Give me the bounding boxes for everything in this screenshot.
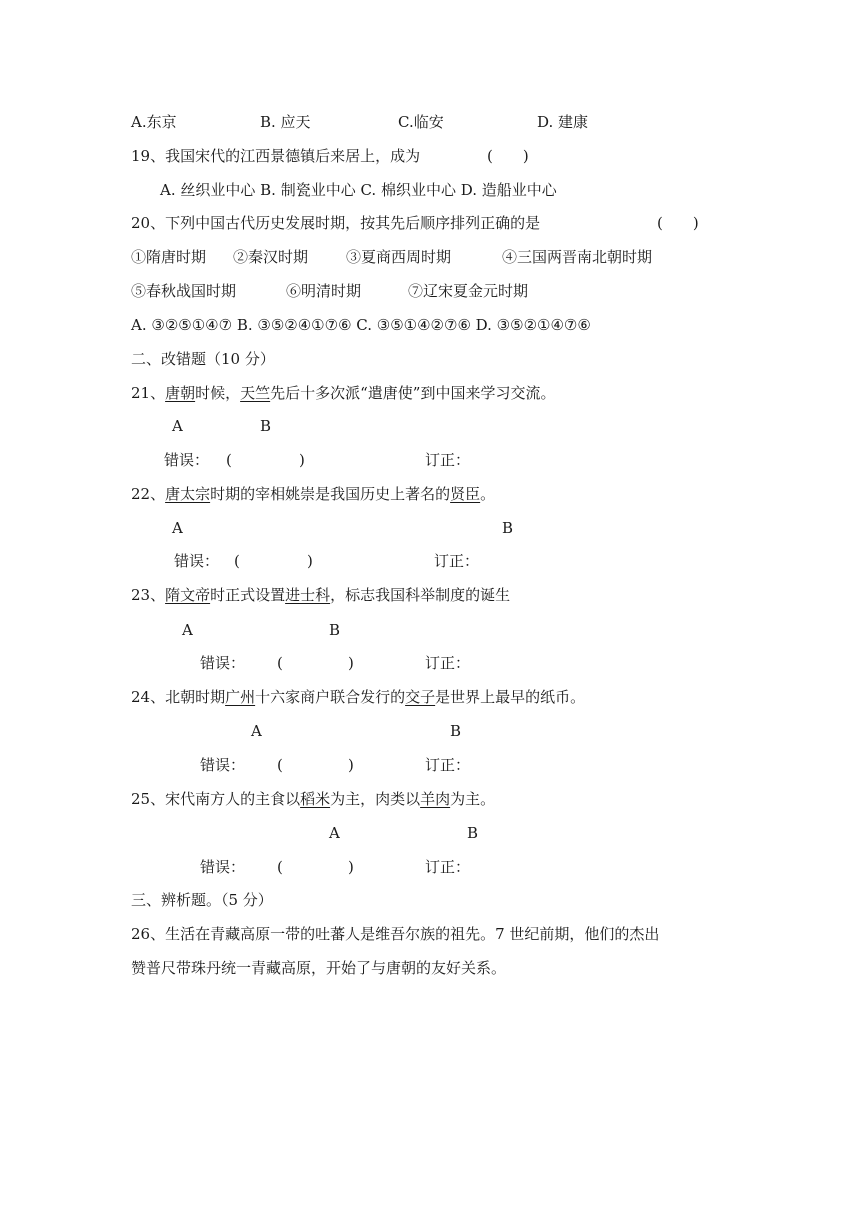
q21-underlined-a: 唐朝 [165, 384, 196, 402]
q22-underlined-a: 唐太宗 [165, 485, 211, 503]
q20-answer-blank: ( ) [657, 214, 699, 232]
fix-label: 订正： [425, 451, 471, 469]
q20-item: ④三国两晋南北朝时期 [502, 248, 653, 266]
q24-underlined-b: 交子 [405, 688, 436, 706]
q23-text: ，标志我国科举制度的诞生 [330, 586, 511, 604]
q21-text: 时候， [195, 384, 241, 402]
error-label: 错误： [200, 654, 246, 672]
q18-option-a: A.东京 [131, 113, 177, 131]
q24-text: 是世界上最早的纸币。 [435, 688, 586, 706]
q20-item: ①隋唐时期 [131, 248, 207, 266]
paren-close: ) [299, 451, 305, 469]
q22-underlined-b: 贤臣 [450, 485, 481, 503]
paren-close: ) [348, 858, 354, 876]
q19-stem: 19、我国宋代的江西景德镇后来居上，成为 [131, 147, 421, 165]
paren-open: ( [277, 858, 283, 876]
marker-b: B [260, 417, 272, 435]
marker-b: B [502, 519, 514, 537]
q21-line [131, 383, 555, 403]
q22-number: 22、 [131, 485, 166, 503]
paren-close: ) [348, 654, 354, 672]
error-label: 错误： [200, 756, 246, 774]
q24-underlined-a: 广州 [225, 688, 256, 706]
q21-number: 21、 [131, 384, 166, 402]
paren-open: ( [234, 552, 240, 570]
q23-underlined-a: 隋文帝 [165, 586, 211, 604]
marker-a: A [172, 519, 183, 537]
section-title: 二、改错题（10 分） [131, 350, 275, 368]
q19-options: A. 丝织业中心 B. 制瓷业中心 C. 棉织业中心 D. 造船业中心 [160, 181, 557, 199]
q24-text: 十六家商户联合发行的 [255, 688, 406, 706]
q18-option-c: C.临安 [398, 113, 444, 131]
fix-label: 订正： [425, 858, 471, 876]
q26-line-1: 26、生活在青藏高原一带的吐蕃人是维吾尔族的祖先。7 世纪前期，他们的杰出 [131, 925, 660, 943]
q21-underlined-b: 天竺 [240, 384, 271, 402]
q24-line [131, 687, 585, 707]
q20-item: ③夏商西周时期 [346, 248, 452, 266]
marker-a: A [182, 621, 193, 639]
marker-b: B [467, 824, 479, 842]
q22-text: 。 [480, 485, 496, 503]
q25-underlined-a: 稻米 [300, 790, 331, 808]
error-label: 错误： [174, 552, 220, 570]
q25-text: 为主，肉类以 [330, 790, 421, 808]
fix-label: 订正： [425, 654, 471, 672]
q24-number: 24、北朝时期 [131, 688, 226, 706]
q20-item: ⑦辽宋夏金元时期 [408, 282, 529, 300]
q22-line [131, 484, 495, 504]
q25-line [131, 789, 495, 809]
q25-text: 为主。 [450, 790, 496, 808]
q18-option-b: B. 应天 [260, 113, 311, 131]
error-label: 错误： [164, 451, 210, 469]
fix-label: 订正： [425, 756, 471, 774]
q20-item: ⑥明清时期 [286, 282, 362, 300]
q26-line-2: 赞普尺带珠丹统一青藏高原，开始了与唐朝的友好关系。 [131, 959, 507, 977]
q19-answer-blank: ( ) [487, 147, 529, 165]
paren-open: ( [277, 654, 283, 672]
q21-text: 先后十多次派“遣唐使”到中国来学习交流。 [270, 384, 556, 402]
q23-number: 23、 [131, 586, 166, 604]
marker-b: B [329, 621, 341, 639]
q23-line [131, 585, 510, 605]
marker-a: A [329, 824, 340, 842]
q20-item: ⑤春秋战国时期 [131, 282, 237, 300]
marker-a: A [172, 417, 183, 435]
marker-a: A [251, 722, 262, 740]
paren-close: ) [348, 756, 354, 774]
paren-open: ( [277, 756, 283, 774]
paren-open: ( [226, 451, 232, 469]
q18-option-d: D. 建康 [537, 113, 589, 131]
marker-b: B [450, 722, 462, 740]
q23-text: 时正式设置 [210, 586, 286, 604]
q25-underlined-b: 羊肉 [420, 790, 451, 808]
error-label: 错误： [200, 858, 246, 876]
q25-number: 25、宋代南方人的主食以 [131, 790, 301, 808]
paren-close: ) [307, 552, 313, 570]
fix-label: 订正： [434, 552, 480, 570]
section-title: 三、辨析题。（5 分） [131, 891, 273, 909]
q20-item: ②秦汉时期 [233, 248, 309, 266]
q23-underlined-b: 进士科 [285, 586, 331, 604]
q20-stem: 20、下列中国古代历史发展时期，按其先后顺序排列正确的是 [131, 214, 541, 232]
q22-text: 时期的宰相姚崇是我国历史上著名的 [210, 485, 451, 503]
q20-options: A. ③②⑤①④⑦ B. ③⑤②④①⑦⑥ C. ③⑤①④②⑦⑥ D. ③⑤②①④⑦⑥ [131, 316, 591, 334]
